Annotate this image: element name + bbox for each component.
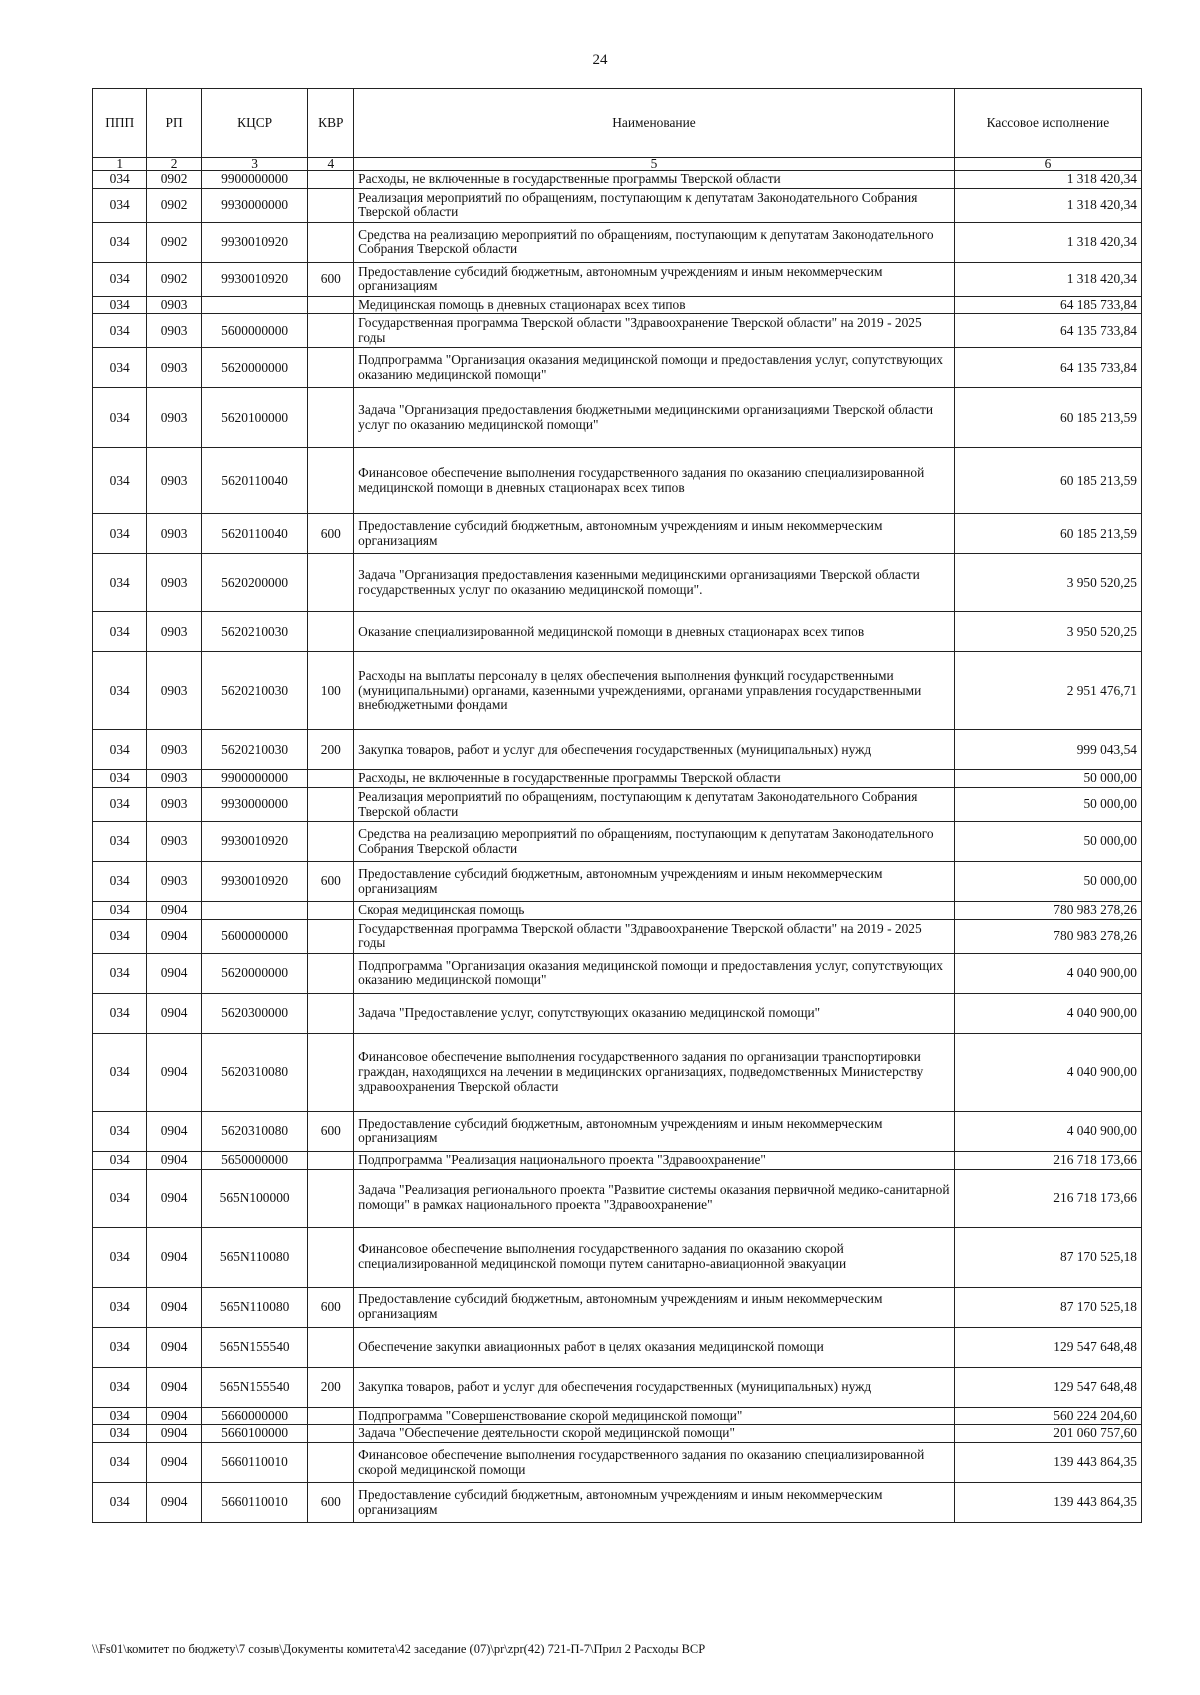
cell-rp: 0904 <box>147 1443 201 1483</box>
cell-kvr: 600 <box>308 1287 354 1327</box>
cell-kvr <box>308 1443 354 1483</box>
cell-rp: 0903 <box>147 448 201 514</box>
table-row <box>93 514 1142 554</box>
cell-kvr: 600 <box>308 514 354 554</box>
cell-ppp: 034 <box>93 348 147 388</box>
table-row <box>93 1327 1142 1367</box>
cell-amount: 4 040 900,00 <box>954 1111 1141 1151</box>
cell-kvr <box>308 612 354 652</box>
cell-kcsr: 5620210030 <box>201 730 308 770</box>
cell-rp: 0904 <box>147 1111 201 1151</box>
cell-kcsr: 5660110010 <box>201 1443 308 1483</box>
cell-ppp: 034 <box>93 1287 147 1327</box>
cell-kcsr <box>201 296 308 314</box>
cell-kcsr: 9930010920 <box>201 262 308 296</box>
file-path-footer: \\Fs01\комитет по бюджету\7 созыв\Документы комитета\42 заседание (07)\pr\zpr(42) 721-П-7\Прил 2 Расходы ВСР <box>92 1642 706 1656</box>
cell-name: Средства на реализацию мероприятий по обращениям, поступающим к депутатам Законодательного Собрания Тверской области <box>354 222 955 262</box>
cell-name: Задача "Предоставление услуг, сопутствующих оказанию медицинской помощи" <box>354 993 955 1033</box>
cell-rp: 0902 <box>147 171 201 189</box>
cell-amount: 50 000,00 <box>954 788 1141 822</box>
header-rp: РП <box>147 89 201 158</box>
cell-amount: 780 983 278,26 <box>954 902 1141 920</box>
cell-kcsr: 5620210030 <box>201 612 308 652</box>
cell-ppp: 034 <box>93 262 147 296</box>
cell-amount: 4 040 900,00 <box>954 953 1141 993</box>
cell-rp: 0904 <box>147 1287 201 1327</box>
cell-kvr: 600 <box>308 1483 354 1523</box>
cell-rp: 0902 <box>147 262 201 296</box>
cell-ppp: 034 <box>93 1033 147 1111</box>
table-row <box>93 612 1142 652</box>
cell-kvr <box>308 1151 354 1169</box>
cell-ppp: 034 <box>93 612 147 652</box>
table-row <box>93 1367 1142 1407</box>
cell-rp: 0904 <box>147 1033 201 1111</box>
cell-kcsr: 565N155540 <box>201 1367 308 1407</box>
expenditure-table <box>92 88 1142 1523</box>
cell-kvr <box>308 953 354 993</box>
table-row <box>93 770 1142 788</box>
cell-name: Закупка товаров, работ и услуг для обеспечения государственных (муниципальных) нужд <box>354 1367 955 1407</box>
cell-kvr <box>308 822 354 862</box>
cell-name: Предоставление субсидий бюджетным, автономным учреждениям и иным некоммерческим организациям <box>354 514 955 554</box>
cell-kvr <box>308 314 354 348</box>
table-row <box>93 730 1142 770</box>
cell-kcsr: 5620110040 <box>201 448 308 514</box>
column-number: 1 <box>93 158 147 171</box>
cell-amount: 64 135 733,84 <box>954 348 1141 388</box>
cell-rp: 0904 <box>147 993 201 1033</box>
cell-ppp: 034 <box>93 314 147 348</box>
cell-kcsr: 5660110010 <box>201 1483 308 1523</box>
table-row <box>93 652 1142 730</box>
table-row <box>93 388 1142 448</box>
cell-kcsr: 9930010920 <box>201 222 308 262</box>
cell-name: Задача "Организация предоставления казенными медицинскими организациями Тверской области государственных услуг по оказанию медицинской помощи". <box>354 554 955 612</box>
cell-amount: 999 043,54 <box>954 730 1141 770</box>
cell-ppp: 034 <box>93 554 147 612</box>
cell-ppp: 034 <box>93 1227 147 1287</box>
cell-amount: 129 547 648,48 <box>954 1367 1141 1407</box>
cell-name: Реализация мероприятий по обращениям, поступающим к депутатам Законодательного Собрания Тверской области <box>354 188 955 222</box>
cell-kcsr: 5620100000 <box>201 388 308 448</box>
cell-ppp: 034 <box>93 171 147 189</box>
cell-name: Оказание специализированной медицинской помощи в дневных стационарах всех типов <box>354 612 955 652</box>
cell-rp: 0903 <box>147 730 201 770</box>
cell-kcsr: 9900000000 <box>201 171 308 189</box>
cell-rp: 0902 <box>147 188 201 222</box>
cell-amount: 87 170 525,18 <box>954 1287 1141 1327</box>
header-kcsr: КЦСР <box>201 89 308 158</box>
column-number: 4 <box>308 158 354 171</box>
cell-name: Финансовое обеспечение выполнения государственного задания по организации транспортировки граждан, находящихся на лечении в медицинских организациях, подведомственных Министерству здравоохранения Тверской области <box>354 1033 955 1111</box>
cell-rp: 0903 <box>147 514 201 554</box>
cell-amount: 1 318 420,34 <box>954 171 1141 189</box>
cell-ppp: 034 <box>93 1367 147 1407</box>
cell-ppp: 034 <box>93 1443 147 1483</box>
cell-rp: 0904 <box>147 1483 201 1523</box>
cell-amount: 2 951 476,71 <box>954 652 1141 730</box>
cell-ppp: 034 <box>93 1483 147 1523</box>
table-row <box>93 822 1142 862</box>
cell-name: Закупка товаров, работ и услуг для обеспечения государственных (муниципальных) нужд <box>354 730 955 770</box>
table-row <box>93 348 1142 388</box>
cell-amount: 1 318 420,34 <box>954 262 1141 296</box>
cell-amount: 64 185 733,84 <box>954 296 1141 314</box>
cell-kcsr: 5660100000 <box>201 1425 308 1443</box>
table-row <box>93 1407 1142 1425</box>
cell-name: Задача "Обеспечение деятельности скорой медицинской помощи" <box>354 1425 955 1443</box>
cell-amount: 50 000,00 <box>954 822 1141 862</box>
cell-kvr <box>308 388 354 448</box>
cell-ppp: 034 <box>93 1425 147 1443</box>
cell-name: Скорая медицинская помощь <box>354 902 955 920</box>
cell-name: Реализация мероприятий по обращениям, поступающим к депутатам Законодательного Собрания Тверской области <box>354 788 955 822</box>
table-row <box>93 1425 1142 1443</box>
cell-rp: 0903 <box>147 612 201 652</box>
cell-kvr <box>308 188 354 222</box>
table-row <box>93 862 1142 902</box>
table-row <box>93 314 1142 348</box>
cell-rp: 0903 <box>147 314 201 348</box>
cell-amount: 780 983 278,26 <box>954 919 1141 953</box>
cell-rp: 0904 <box>147 1425 201 1443</box>
table-row <box>93 902 1142 920</box>
cell-kcsr: 5600000000 <box>201 919 308 953</box>
cell-ppp: 034 <box>93 770 147 788</box>
cell-kvr <box>308 448 354 514</box>
cell-name: Финансовое обеспечение выполнения государственного задания по оказанию специализированной медицинской помощи в дневных стационарах всех типов <box>354 448 955 514</box>
cell-amount: 60 185 213,59 <box>954 514 1141 554</box>
table-row <box>93 919 1142 953</box>
cell-ppp: 034 <box>93 862 147 902</box>
cell-ppp: 034 <box>93 222 147 262</box>
cell-rp: 0903 <box>147 822 201 862</box>
cell-rp: 0904 <box>147 902 201 920</box>
cell-kcsr: 9930000000 <box>201 188 308 222</box>
table-row <box>93 262 1142 296</box>
cell-amount: 139 443 864,35 <box>954 1443 1141 1483</box>
cell-ppp: 034 <box>93 514 147 554</box>
cell-name: Государственная программа Тверской области "Здравоохранение Тверской области" на 2019 - 2025 годы <box>354 314 955 348</box>
cell-name: Государственная программа Тверской области "Здравоохранение Тверской области" на 2019 - 2025 годы <box>354 919 955 953</box>
table-row <box>93 953 1142 993</box>
cell-name: Задача "Реализация регионального проекта "Развитие системы оказания первичной медико-санитарной помощи" в рамках национального проекта "Здравоохранение" <box>354 1169 955 1227</box>
cell-amount: 60 185 213,59 <box>954 388 1141 448</box>
cell-ppp: 034 <box>93 953 147 993</box>
cell-name: Финансовое обеспечение выполнения государственного задания по оказанию специализированной скорой медицинской помощи <box>354 1443 955 1483</box>
cell-kcsr: 5660000000 <box>201 1407 308 1425</box>
table-row <box>93 1151 1142 1169</box>
cell-amount: 50 000,00 <box>954 862 1141 902</box>
cell-rp: 0904 <box>147 953 201 993</box>
cell-kcsr: 5620000000 <box>201 348 308 388</box>
cell-rp: 0903 <box>147 388 201 448</box>
cell-kvr <box>308 1407 354 1425</box>
cell-ppp: 034 <box>93 388 147 448</box>
cell-kcsr: 9930010920 <box>201 822 308 862</box>
column-number: 6 <box>954 158 1141 171</box>
cell-kcsr: 565N100000 <box>201 1169 308 1227</box>
table-row <box>93 296 1142 314</box>
cell-amount: 560 224 204,60 <box>954 1407 1141 1425</box>
cell-name: Предоставление субсидий бюджетным, автономным учреждениям и иным некоммерческим организациям <box>354 862 955 902</box>
cell-amount: 4 040 900,00 <box>954 1033 1141 1111</box>
cell-amount: 3 950 520,25 <box>954 554 1141 612</box>
cell-amount: 216 718 173,66 <box>954 1151 1141 1169</box>
cell-amount: 201 060 757,60 <box>954 1425 1141 1443</box>
cell-kcsr: 9930010920 <box>201 862 308 902</box>
cell-name: Обеспечение закупки авиационных работ в целях оказания медицинской помощи <box>354 1327 955 1367</box>
cell-rp: 0904 <box>147 919 201 953</box>
cell-kvr: 200 <box>308 730 354 770</box>
cell-kvr <box>308 993 354 1033</box>
cell-ppp: 034 <box>93 1111 147 1151</box>
cell-rp: 0904 <box>147 1151 201 1169</box>
cell-kcsr: 5620000000 <box>201 953 308 993</box>
cell-kcsr: 5620200000 <box>201 554 308 612</box>
header-kvr: КВР <box>308 89 354 158</box>
cell-rp: 0903 <box>147 296 201 314</box>
cell-kvr <box>308 1227 354 1287</box>
header-ppp: ППП <box>93 89 147 158</box>
cell-rp: 0904 <box>147 1169 201 1227</box>
cell-kcsr: 565N155540 <box>201 1327 308 1367</box>
table-row <box>93 1033 1142 1111</box>
cell-rp: 0903 <box>147 862 201 902</box>
page-number: 24 <box>592 52 608 68</box>
table-row <box>93 188 1142 222</box>
table-row <box>93 1111 1142 1151</box>
table-row <box>93 448 1142 514</box>
cell-kvr: 600 <box>308 862 354 902</box>
cell-ppp: 034 <box>93 902 147 920</box>
cell-amount: 4 040 900,00 <box>954 993 1141 1033</box>
cell-kvr <box>308 770 354 788</box>
cell-name: Подпрограмма "Реализация национального проекта "Здравоохранение" <box>354 1151 955 1169</box>
cell-kvr <box>308 171 354 189</box>
cell-ppp: 034 <box>93 993 147 1033</box>
cell-name: Предоставление субсидий бюджетным, автономным учреждениям и иным некоммерческим организациям <box>354 262 955 296</box>
cell-ppp: 034 <box>93 188 147 222</box>
header-name: Наименование <box>354 89 955 158</box>
table-row <box>93 1443 1142 1483</box>
table-row <box>93 171 1142 189</box>
cell-kvr: 100 <box>308 652 354 730</box>
cell-name: Подпрограмма "Организация оказания медицинской помощи и предоставления услуг, сопутствующих оказанию медицинской помощи" <box>354 953 955 993</box>
cell-kcsr: 565N110080 <box>201 1287 308 1327</box>
cell-amount: 139 443 864,35 <box>954 1483 1141 1523</box>
cell-ppp: 034 <box>93 1407 147 1425</box>
cell-ppp: 034 <box>93 296 147 314</box>
table-row <box>93 1227 1142 1287</box>
cell-rp: 0902 <box>147 222 201 262</box>
cell-kcsr: 5620310080 <box>201 1033 308 1111</box>
cell-kvr <box>308 296 354 314</box>
column-number: 5 <box>354 158 955 171</box>
table-row <box>93 222 1142 262</box>
header-amount: Кассовое исполнение <box>954 89 1141 158</box>
cell-kvr <box>308 1327 354 1367</box>
column-number-row <box>93 158 1142 171</box>
cell-name: Подпрограмма "Совершенствование скорой медицинской помощи" <box>354 1407 955 1425</box>
table-row <box>93 1483 1142 1523</box>
cell-rp: 0904 <box>147 1227 201 1287</box>
cell-kvr <box>308 919 354 953</box>
cell-rp: 0903 <box>147 788 201 822</box>
cell-kcsr: 9930000000 <box>201 788 308 822</box>
cell-kvr <box>308 788 354 822</box>
cell-amount: 60 185 213,59 <box>954 448 1141 514</box>
cell-kcsr: 5650000000 <box>201 1151 308 1169</box>
cell-kcsr: 5620210030 <box>201 652 308 730</box>
cell-name: Подпрограмма "Организация оказания медицинской помощи и предоставления услуг, сопутствующих оказанию медицинской помощи" <box>354 348 955 388</box>
cell-name: Средства на реализацию мероприятий по обращениям, поступающим к депутатам Законодательного Собрания Тверской области <box>354 822 955 862</box>
cell-name: Медицинская помощь в дневных стационарах всех типов <box>354 296 955 314</box>
cell-name: Предоставление субсидий бюджетным, автономным учреждениям и иным некоммерческим организациям <box>354 1111 955 1151</box>
cell-kcsr: 5620300000 <box>201 993 308 1033</box>
cell-kvr <box>308 1425 354 1443</box>
cell-kvr <box>308 1169 354 1227</box>
cell-amount: 3 950 520,25 <box>954 612 1141 652</box>
cell-ppp: 034 <box>93 730 147 770</box>
table-body <box>93 158 1142 1523</box>
cell-kvr <box>308 902 354 920</box>
cell-rp: 0903 <box>147 348 201 388</box>
cell-amount: 1 318 420,34 <box>954 188 1141 222</box>
cell-kvr <box>308 554 354 612</box>
cell-name: Расходы, не включенные в государственные программы Тверской области <box>354 171 955 189</box>
cell-ppp: 034 <box>93 448 147 514</box>
cell-name: Задача "Организация предоставления бюджетными медицинскими организациями Тверской области услуг по оказанию медицинской помощи" <box>354 388 955 448</box>
cell-ppp: 034 <box>93 919 147 953</box>
cell-name: Расходы на выплаты персоналу в целях обеспечения выполнения функций государственными (муниципальными) органами, казенными учреждениями, органами управления государственными внебюджетными фондами <box>354 652 955 730</box>
cell-rp: 0904 <box>147 1327 201 1367</box>
cell-kvr <box>308 222 354 262</box>
cell-amount: 64 135 733,84 <box>954 314 1141 348</box>
cell-kvr <box>308 348 354 388</box>
cell-kvr <box>308 1033 354 1111</box>
cell-name: Предоставление субсидий бюджетным, автономным учреждениям и иным некоммерческим организациям <box>354 1287 955 1327</box>
cell-amount: 87 170 525,18 <box>954 1227 1141 1287</box>
cell-ppp: 034 <box>93 1151 147 1169</box>
cell-kvr: 600 <box>308 1111 354 1151</box>
cell-amount: 129 547 648,48 <box>954 1327 1141 1367</box>
cell-kcsr <box>201 902 308 920</box>
column-number: 2 <box>147 158 201 171</box>
table-row <box>93 554 1142 612</box>
cell-name: Расходы, не включенные в государственные программы Тверской области <box>354 770 955 788</box>
cell-kcsr: 5620110040 <box>201 514 308 554</box>
cell-ppp: 034 <box>93 788 147 822</box>
cell-rp: 0903 <box>147 554 201 612</box>
table-row <box>93 788 1142 822</box>
cell-rp: 0904 <box>147 1367 201 1407</box>
cell-kvr: 600 <box>308 262 354 296</box>
cell-name: Финансовое обеспечение выполнения государственного задания по оказанию скорой специализированной медицинской помощи путем санитарно-авиационной эвакуации <box>354 1227 955 1287</box>
cell-amount: 216 718 173,66 <box>954 1169 1141 1227</box>
cell-kcsr: 9900000000 <box>201 770 308 788</box>
cell-amount: 1 318 420,34 <box>954 222 1141 262</box>
cell-kcsr: 5620310080 <box>201 1111 308 1151</box>
column-number: 3 <box>201 158 308 171</box>
table-row <box>93 993 1142 1033</box>
cell-ppp: 034 <box>93 1169 147 1227</box>
table-row <box>93 1287 1142 1327</box>
table-header-row <box>93 89 1142 158</box>
cell-ppp: 034 <box>93 822 147 862</box>
cell-ppp: 034 <box>93 652 147 730</box>
cell-kvr: 200 <box>308 1367 354 1407</box>
cell-kcsr: 565N110080 <box>201 1227 308 1287</box>
cell-ppp: 034 <box>93 1327 147 1367</box>
cell-rp: 0904 <box>147 1407 201 1425</box>
table-row <box>93 1169 1142 1227</box>
cell-amount: 50 000,00 <box>954 770 1141 788</box>
cell-name: Предоставление субсидий бюджетным, автономным учреждениям и иным некоммерческим организациям <box>354 1483 955 1523</box>
cell-kcsr: 5600000000 <box>201 314 308 348</box>
cell-rp: 0903 <box>147 652 201 730</box>
cell-rp: 0903 <box>147 770 201 788</box>
